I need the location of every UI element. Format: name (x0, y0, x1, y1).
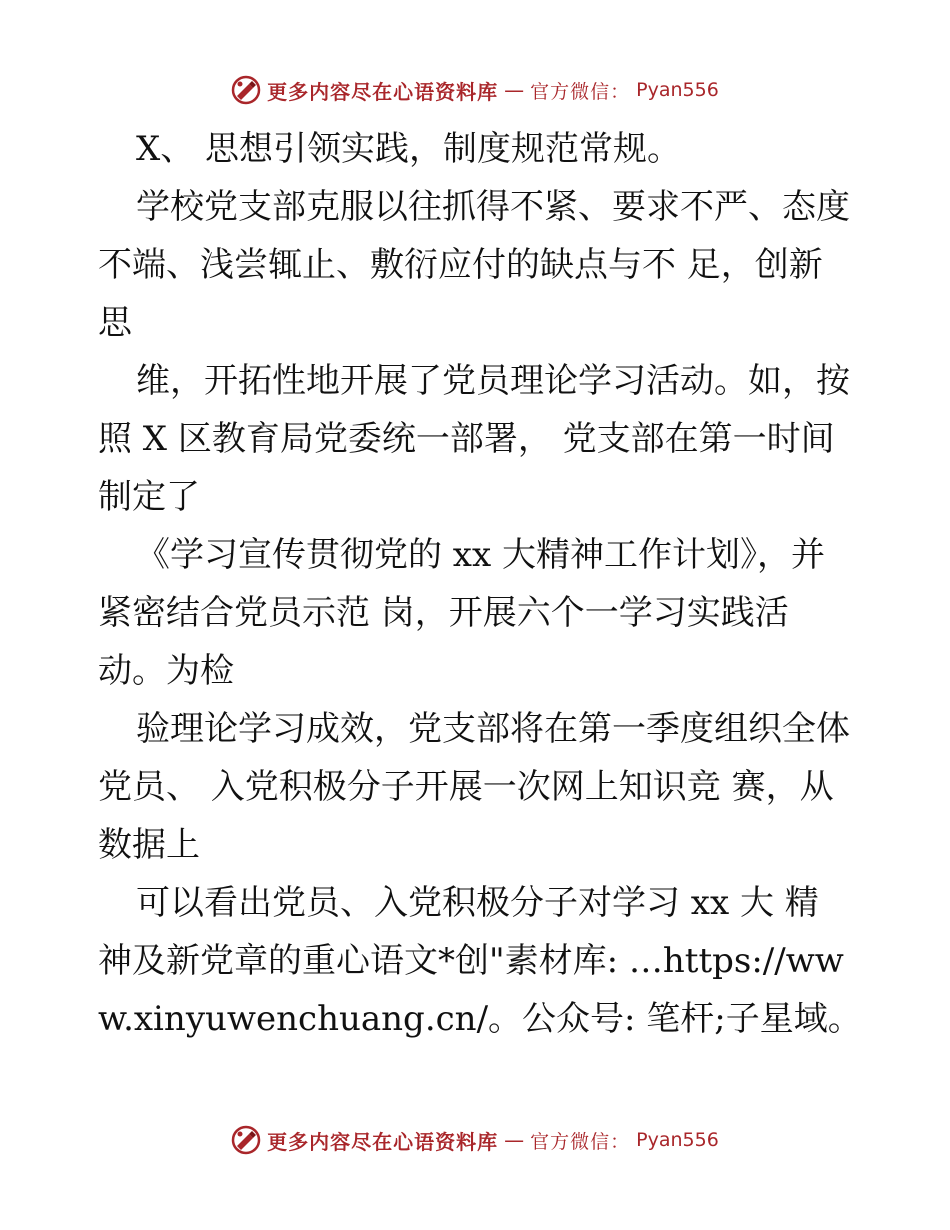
text-line: 维，开拓性地开展了党员理论学习活动。如，按 (136, 361, 850, 401)
text-line: 党员、 入党积极分子开展一次网上知识竞 赛，从 (98, 767, 834, 807)
text-line: 《学习宣传贯彻党的 xx 大精神工作计划》，并 (136, 535, 825, 575)
pen-logo-icon (231, 1125, 261, 1155)
text-line: w.xinyuwenchuang.cn/。公众号: 笔杆;子星域。 (98, 999, 862, 1039)
banner-title: 更多内容尽在心语资料库 (267, 79, 499, 104)
banner-wechat-id: Pyan556 (636, 1129, 719, 1151)
banner-dash: — (504, 1128, 525, 1152)
text-line: 数据上 (98, 825, 200, 865)
text-line: 照 X 区教育局党委统一部署， 党支部在第一时间 (98, 419, 835, 459)
document-body (98, 120, 862, 1048)
text-line: 不端、浅尝辄止、敷衍应付的缺点与不 足，创新 (98, 245, 823, 285)
text-line: 制定了 (98, 477, 200, 517)
text-line: X、 思想引领实践，制度规范常规。 (136, 129, 682, 169)
pen-logo-icon (231, 75, 261, 105)
banner-wechat-label: 官方微信： (530, 80, 631, 103)
text-line: 验理论学习成效，党支部将在第一季度组织全体 (136, 709, 850, 749)
text-line: 思 (98, 303, 132, 343)
text-line: 动。为检 (98, 651, 234, 691)
banner-title: 更多内容尽在心语资料库 (267, 1129, 499, 1154)
banner-wechat-id: Pyan556 (636, 79, 719, 101)
text-line: 学校党支部克服以往抓得不紧、要求不严、态度 (136, 187, 850, 227)
banner-dash: — (504, 78, 525, 102)
banner-wechat-label: 官方微信： (530, 1130, 631, 1153)
footer-banner (0, 1120, 950, 1160)
text-line: 可以看出党员、入党积极分子对学习 xx 大 精 (136, 883, 819, 923)
text-line: 紧密结合党员示范 岗，开展六个一学习实践活 (98, 593, 789, 633)
text-line: 神及新党章的重心语文*创"素材库: …https://ww (98, 941, 844, 981)
header-banner (0, 70, 950, 110)
